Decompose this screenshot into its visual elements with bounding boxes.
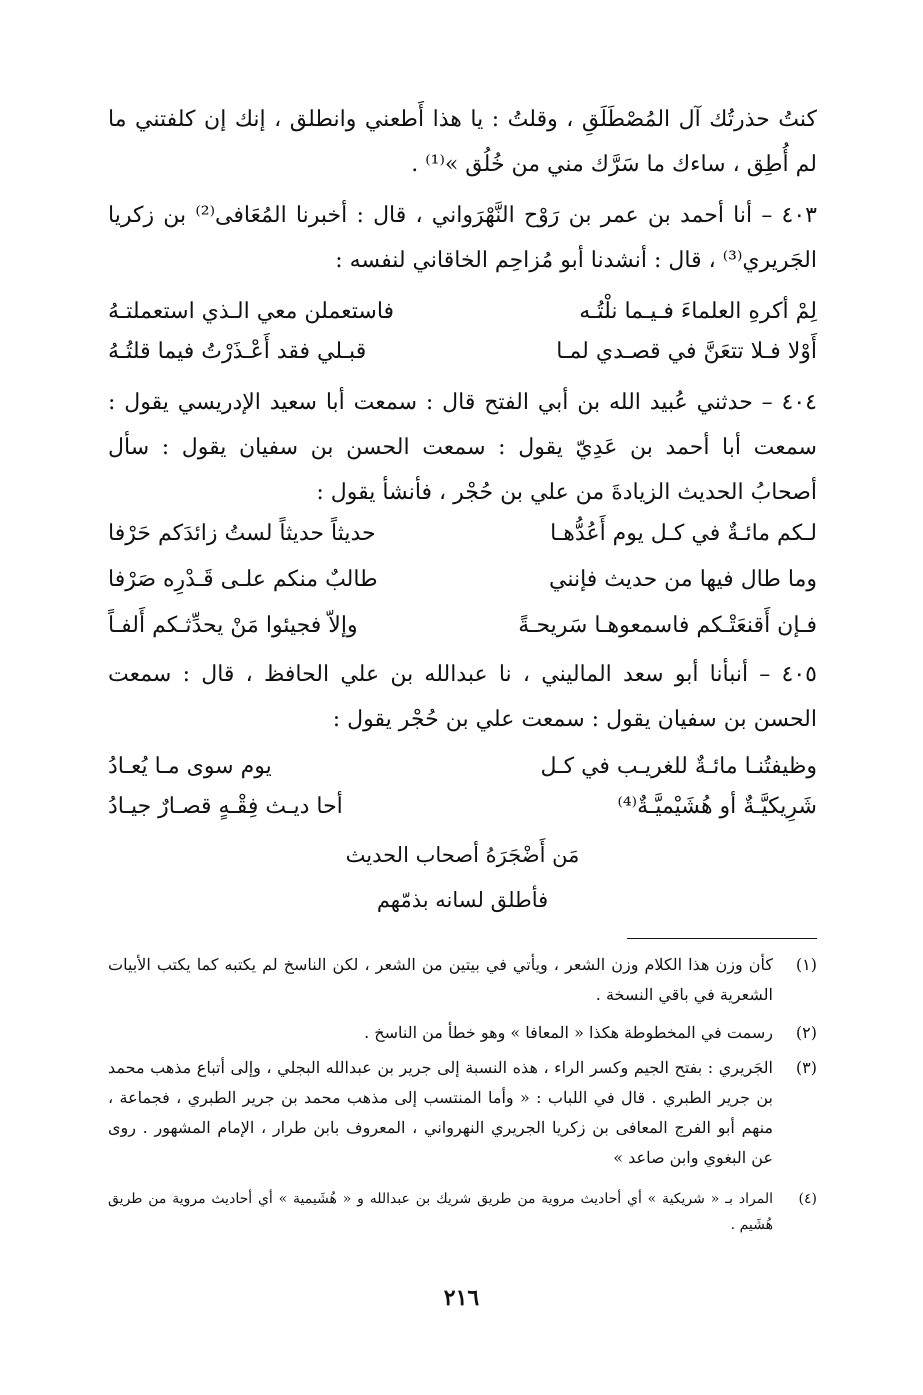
footnote-text: المراد بـ « شريكية » أي أحاديث مروية من طريق شريك بن عبدالله و « هُشَيمية » أي أحاديث مروية من طريق هُشَيم . xyxy=(108,1191,773,1233)
section-heading: فأطلق لسانه بذمّهم xyxy=(376,888,549,912)
footnote-text: الجَريري : بفتح الجيم وكسر الراء ، هذه النسبة إلى جرير بن عبدالله البجلي ، وإلى أتباع مذهب محمد بن جرير الطبري . قال في اللباب : « وأما المنتسب إلى مذهب محمد بن جرير الطبري ، فجماعة ، منهم أبو الفرج المعافى بن زكريا الجريري النهرواني ، المعروف بابن طرار ، الإمام المشهور . روى عن البغوي وابن صاعد » xyxy=(108,1058,773,1167)
paragraph-405: ٤٠٥ – أنبأنا أبو سعد الماليني ، نا عبدالله بن علي الحافظ ، قال : سمعت الحسن بن سفيان يقول : سمعت علي بن حُجْر يقول : xyxy=(108,662,817,732)
paragraph-404: ٤٠٤ – حدثني عُبيد الله بن أبي الفتح قال : سمعت أبا سعيد الإدريسي يقول : سمعت أبا أحمد بن عَدِيّ يقول : سمعت الحسن بن سفيان يقول : سأل أصحابُ الحديث الزيادةَ من علي بن حُجْر ، فأنشأ يقول : xyxy=(108,390,817,505)
footnote xyxy=(108,1053,817,1173)
hemistich-second: أحا ديـث فِقْـهٍ قصـارٌ جيـادُ xyxy=(108,794,343,819)
hemistich-first: أَوْلا فـلا تتعَنَّ في قصـدي لمـا xyxy=(556,339,817,364)
footnote-number: (١) xyxy=(795,955,817,974)
verse-line xyxy=(108,745,817,789)
footnote-divider xyxy=(627,938,817,939)
footnote xyxy=(108,1186,817,1238)
footnote-number: (٢) xyxy=(795,1023,817,1042)
hemistich-second: حديثاً حديثاً لستُ زائدَكم حَرْفا xyxy=(108,521,376,546)
hemistich-first: لـكم مائـةٌ في كـل يوم أَعُدُّهـا xyxy=(550,521,817,546)
hemistich-second: قبـلي فقد أَعْـذَرْتُ فيما قلتُـهُ xyxy=(108,339,367,364)
hemistich-second: يوم سوى مـا يُعـادُ xyxy=(108,754,272,779)
hemistich-first: وظيفتُنـا مائـةٌ للغريـب في كـل xyxy=(540,754,817,779)
hemistich-second: وإلاّ فجيئوا مَنْ يحدِّثـكم أَلفـاً xyxy=(108,613,358,638)
paragraph-403: ٤٠٣ – أنا أحمد بن عمر بن رَوْح النَّهْرَواني ، قال : أخبرنا المُعَافى⁽²⁾ بن زكريا الجَريري⁽³⁾ ، قال : أنشدنا أبو مُزاحِم الخاقاني لنفسه : xyxy=(108,203,817,273)
footnote-text: كأن وزن هذا الكلام وزن الشعر ، ويأتي في بيتين من الشعر ، لكن الناسخ لم يكتبه كما يكتب الأبيات الشعرية في باقي النسخة . xyxy=(108,955,774,1004)
footnote-number: (٤) xyxy=(798,1191,817,1207)
hemistich-first: فـإن أَقنعَتْـكم فاسمعوهـا سَريحـةً xyxy=(518,613,817,638)
footnote xyxy=(108,950,817,1010)
footnote-text: رسمت في المخطوطة هكذا « المعافا » وهو خطأ من الناسخ . xyxy=(364,1023,773,1042)
footnote xyxy=(108,1018,817,1048)
hemistich-first: شَرِيكيَّـةٌ أو هُشَيْميَّـةٌ⁽⁴⁾ xyxy=(617,794,817,819)
page-number: ٢١٦ xyxy=(443,1285,480,1311)
verse-line xyxy=(108,558,817,602)
verse-line xyxy=(108,785,817,829)
verse-line xyxy=(108,604,817,648)
hemistich-first: لِمْ أكرهِ العلماءَ فـيـما نلْتُـه xyxy=(579,299,817,324)
verse-line xyxy=(108,512,817,556)
paragraph-opening: كنتُ حذرتُك آل المُصْطَلَقِ ، وقلتُ : يا هذا أَطعني وانطلق ، إنك إن كلفتني ما لم أُطِق ، ساءك ما سَرَّك مني من خُلُق »⁽¹⁾ . xyxy=(108,107,817,177)
hemistich-second: فاستعملن معي الـذي استعملتـهُ xyxy=(108,299,395,324)
hemistich-second: طالبٌ منكم علـى قَـدْرِه صَرْفا xyxy=(108,567,378,592)
hemistich-first: وما طال فيها من حديث فإنني xyxy=(549,567,817,592)
verse-line xyxy=(108,290,817,334)
section-heading: مَن أَضْجَرَهُ أصحاب الحديث xyxy=(345,843,580,867)
verse-line xyxy=(108,330,817,374)
footnote-number: (٣) xyxy=(795,1058,817,1077)
